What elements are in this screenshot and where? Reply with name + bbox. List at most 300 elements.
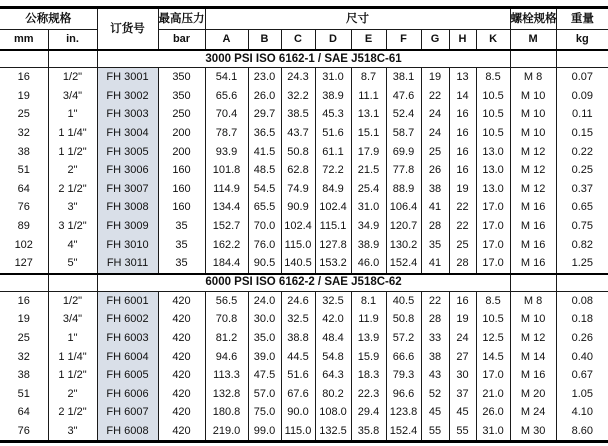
cell-kg: 0.82 — [556, 235, 608, 254]
cell-mm: 38 — [0, 366, 48, 385]
table-row — [0, 198, 608, 217]
cell-order: FH 6008 — [97, 422, 158, 442]
table-row — [0, 105, 608, 124]
cell-mm: 64 — [0, 403, 48, 422]
cell-D: 108.0 — [315, 403, 351, 422]
cell-in: 3/4" — [48, 310, 97, 329]
section-empty-in — [48, 274, 97, 292]
cell-K: 14.5 — [476, 347, 510, 366]
cell-order: FH 6004 — [97, 347, 158, 366]
cell-mm: 76 — [0, 198, 48, 217]
cell-C: 32.5 — [281, 310, 315, 329]
cell-bar: 160 — [158, 198, 205, 217]
cell-mm: 76 — [0, 422, 48, 442]
cell-M: M 12 — [510, 329, 556, 348]
cell-order: FH 3008 — [97, 198, 158, 217]
cell-H: 24 — [449, 329, 476, 348]
cell-M: M 8 — [510, 291, 556, 310]
cell-in: 1 1/2" — [48, 142, 97, 161]
cell-order: FH 3004 — [97, 124, 158, 143]
cell-kg: 0.40 — [556, 347, 608, 366]
cell-A: 78.7 — [205, 124, 248, 143]
cell-G: 45 — [421, 403, 449, 422]
table-header — [0, 8, 608, 51]
cell-H: 16 — [449, 161, 476, 180]
section-title-row — [0, 274, 608, 292]
cell-F: 130.2 — [386, 235, 421, 254]
cell-D: 132.5 — [315, 422, 351, 442]
cell-B: 70.0 — [248, 217, 281, 236]
cell-H: 25 — [449, 235, 476, 254]
cell-H: 19 — [449, 180, 476, 199]
cell-in: 2 1/2" — [48, 403, 97, 422]
cell-F: 50.8 — [386, 310, 421, 329]
header-weight-unit: kg — [556, 30, 608, 51]
cell-E: 15.9 — [351, 347, 386, 366]
cell-M: M 14 — [510, 347, 556, 366]
header-row-units — [0, 30, 608, 51]
cell-E: 34.9 — [351, 217, 386, 236]
cell-bar: 35 — [158, 217, 205, 236]
header-in: in. — [48, 30, 97, 51]
cell-H: 16 — [449, 105, 476, 124]
cell-B: 26.0 — [248, 87, 281, 106]
cell-K: 17.0 — [476, 198, 510, 217]
cell-bar: 200 — [158, 124, 205, 143]
header-dim-c: C — [281, 30, 315, 51]
cell-B: 30.0 — [248, 310, 281, 329]
section-empty-in — [48, 50, 97, 68]
cell-A: 65.6 — [205, 87, 248, 106]
cell-C: 24.3 — [281, 68, 315, 87]
cell-in: 3/4" — [48, 87, 97, 106]
cell-M: M 16 — [510, 217, 556, 236]
cell-H: 55 — [449, 422, 476, 442]
cell-B: 48.5 — [248, 161, 281, 180]
cell-K: 13.0 — [476, 142, 510, 161]
cell-bar: 420 — [158, 291, 205, 310]
cell-D: 45.3 — [315, 105, 351, 124]
cell-order: FH 6005 — [97, 366, 158, 385]
cell-in: 3 1/2" — [48, 217, 97, 236]
cell-kg: 0.18 — [556, 310, 608, 329]
section-empty-mm — [0, 274, 48, 292]
cell-F: 47.6 — [386, 87, 421, 106]
cell-in: 1/2" — [48, 68, 97, 87]
table-row — [0, 422, 608, 442]
cell-D: 48.4 — [315, 329, 351, 348]
cell-bar: 350 — [158, 87, 205, 106]
cell-kg: 1.05 — [556, 385, 608, 404]
section-empty-m — [510, 274, 556, 292]
cell-C: 90.9 — [281, 198, 315, 217]
cell-kg: 0.22 — [556, 142, 608, 161]
cell-F: 66.6 — [386, 347, 421, 366]
cell-D: 51.6 — [315, 124, 351, 143]
cell-F: 123.8 — [386, 403, 421, 422]
cell-in: 1" — [48, 105, 97, 124]
header-dim-h: H — [449, 30, 476, 51]
cell-bar: 35 — [158, 235, 205, 254]
table-row — [0, 347, 608, 366]
cell-E: 29.4 — [351, 403, 386, 422]
table-row — [0, 87, 608, 106]
cell-kg: 0.75 — [556, 217, 608, 236]
cell-H: 27 — [449, 347, 476, 366]
table-row — [0, 217, 608, 236]
cell-G: 52 — [421, 385, 449, 404]
cell-order: FH 3005 — [97, 142, 158, 161]
cell-A: 93.9 — [205, 142, 248, 161]
cell-mm: 32 — [0, 347, 48, 366]
cell-A: 134.4 — [205, 198, 248, 217]
cell-bar: 420 — [158, 422, 205, 442]
cell-E: 46.0 — [351, 254, 386, 274]
cell-B: 75.0 — [248, 403, 281, 422]
cell-F: 77.8 — [386, 161, 421, 180]
cell-mm: 51 — [0, 385, 48, 404]
cell-order: FH 3001 — [97, 68, 158, 87]
cell-B: 57.0 — [248, 385, 281, 404]
cell-F: 88.9 — [386, 180, 421, 199]
cell-kg: 0.11 — [556, 105, 608, 124]
cell-E: 35.8 — [351, 422, 386, 442]
cell-H: 37 — [449, 385, 476, 404]
cell-mm: 19 — [0, 310, 48, 329]
cell-C: 115.0 — [281, 235, 315, 254]
cell-E: 17.9 — [351, 142, 386, 161]
section-empty-kg — [556, 274, 608, 292]
header-bar: bar — [158, 30, 205, 51]
table-row — [0, 68, 608, 87]
cell-A: 180.8 — [205, 403, 248, 422]
cell-D: 31.0 — [315, 68, 351, 87]
cell-H: 16 — [449, 291, 476, 310]
cell-K: 12.5 — [476, 329, 510, 348]
cell-mm: 127 — [0, 254, 48, 274]
cell-K: 10.5 — [476, 310, 510, 329]
cell-G: 28 — [421, 310, 449, 329]
cell-F: 69.9 — [386, 142, 421, 161]
cell-kg: 0.26 — [556, 329, 608, 348]
header-bolt-spec: 螺栓规格 — [510, 8, 556, 30]
cell-in: 5" — [48, 254, 97, 274]
cell-A: 162.2 — [205, 235, 248, 254]
table-row — [0, 142, 608, 161]
cell-F: 40.5 — [386, 291, 421, 310]
cell-H: 22 — [449, 198, 476, 217]
cell-mm: 19 — [0, 87, 48, 106]
cell-F: 79.3 — [386, 366, 421, 385]
cell-C: 24.6 — [281, 291, 315, 310]
table-row — [0, 385, 608, 404]
cell-A: 81.2 — [205, 329, 248, 348]
cell-G: 19 — [421, 68, 449, 87]
cell-K: 17.0 — [476, 254, 510, 274]
cell-K: 8.5 — [476, 68, 510, 87]
cell-in: 1 1/2" — [48, 366, 97, 385]
cell-A: 219.0 — [205, 422, 248, 442]
cell-K: 17.0 — [476, 217, 510, 236]
cell-M: M 10 — [510, 124, 556, 143]
cell-B: 54.5 — [248, 180, 281, 199]
cell-E: 13.9 — [351, 329, 386, 348]
cell-in: 4" — [48, 235, 97, 254]
cell-A: 132.8 — [205, 385, 248, 404]
cell-M: M 16 — [510, 254, 556, 274]
cell-A: 101.8 — [205, 161, 248, 180]
cell-K: 21.0 — [476, 385, 510, 404]
cell-E: 18.3 — [351, 366, 386, 385]
header-dim-e: E — [351, 30, 386, 51]
cell-C: 32.2 — [281, 87, 315, 106]
cell-H: 13 — [449, 68, 476, 87]
header-dim-b: B — [248, 30, 281, 51]
cell-mm: 51 — [0, 161, 48, 180]
cell-F: 57.2 — [386, 329, 421, 348]
header-bolt-unit: M — [510, 30, 556, 51]
cell-E: 22.3 — [351, 385, 386, 404]
cell-mm: 25 — [0, 105, 48, 124]
cell-order: FH 6002 — [97, 310, 158, 329]
cell-K: 13.0 — [476, 161, 510, 180]
cell-in: 1 1/4" — [48, 347, 97, 366]
cell-order: FH 6003 — [97, 329, 158, 348]
header-dim-k: K — [476, 30, 510, 51]
cell-order: FH 3007 — [97, 180, 158, 199]
header-order-no: 订货号 — [97, 8, 158, 51]
cell-M: M 30 — [510, 422, 556, 442]
section-title: 3000 PSI ISO 6162-1 / SAE J518C-61 — [97, 50, 510, 68]
cell-C: 51.6 — [281, 366, 315, 385]
table-row — [0, 235, 608, 254]
cell-M: M 16 — [510, 366, 556, 385]
cell-H: 19 — [449, 310, 476, 329]
cell-E: 15.1 — [351, 124, 386, 143]
cell-kg: 0.08 — [556, 291, 608, 310]
cell-A: 114.9 — [205, 180, 248, 199]
cell-M: M 16 — [510, 235, 556, 254]
section-title: 6000 PSI ISO 6162-2 / SAE J518C-62 — [97, 274, 510, 292]
cell-C: 74.9 — [281, 180, 315, 199]
cell-bar: 200 — [158, 142, 205, 161]
header-nominal-size: 公称规格 — [0, 8, 97, 30]
cell-K: 8.5 — [476, 291, 510, 310]
cell-kg: 1.25 — [556, 254, 608, 274]
section-empty-mm — [0, 50, 48, 68]
cell-H: 16 — [449, 142, 476, 161]
cell-E: 38.9 — [351, 235, 386, 254]
cell-A: 56.5 — [205, 291, 248, 310]
cell-M: M 8 — [510, 68, 556, 87]
cell-K: 31.0 — [476, 422, 510, 442]
cell-B: 36.5 — [248, 124, 281, 143]
cell-order: FH 6001 — [97, 291, 158, 310]
cell-K: 10.5 — [476, 105, 510, 124]
cell-M: M 12 — [510, 142, 556, 161]
cell-D: 64.3 — [315, 366, 351, 385]
cell-G: 22 — [421, 87, 449, 106]
cell-mm: 16 — [0, 291, 48, 310]
cell-kg: 0.65 — [556, 198, 608, 217]
cell-order: FH 3011 — [97, 254, 158, 274]
cell-E: 13.1 — [351, 105, 386, 124]
section-title-row — [0, 50, 608, 68]
cell-in: 3" — [48, 198, 97, 217]
cell-H: 45 — [449, 403, 476, 422]
cell-M: M 20 — [510, 385, 556, 404]
cell-F: 106.4 — [386, 198, 421, 217]
cell-H: 28 — [449, 254, 476, 274]
cell-D: 54.8 — [315, 347, 351, 366]
table-row — [0, 254, 608, 274]
cell-G: 41 — [421, 254, 449, 274]
cell-B: 47.5 — [248, 366, 281, 385]
table-row — [0, 180, 608, 199]
cell-K: 10.5 — [476, 87, 510, 106]
cell-D: 72.2 — [315, 161, 351, 180]
header-mm: mm — [0, 30, 48, 51]
cell-A: 70.4 — [205, 105, 248, 124]
cell-K: 13.0 — [476, 180, 510, 199]
cell-B: 65.5 — [248, 198, 281, 217]
cell-K: 10.5 — [476, 124, 510, 143]
cell-B: 39.0 — [248, 347, 281, 366]
cell-A: 94.6 — [205, 347, 248, 366]
cell-D: 84.9 — [315, 180, 351, 199]
cell-mm: 64 — [0, 180, 48, 199]
cell-H: 22 — [449, 217, 476, 236]
header-dim-d: D — [315, 30, 351, 51]
cell-kg: 0.37 — [556, 180, 608, 199]
cell-K: 17.0 — [476, 235, 510, 254]
header-max-pressure: 最高压力 — [158, 8, 205, 30]
cell-order: FH 3002 — [97, 87, 158, 106]
cell-M: M 10 — [510, 87, 556, 106]
cell-M: M 10 — [510, 310, 556, 329]
cell-in: 1/2" — [48, 291, 97, 310]
cell-C: 50.8 — [281, 142, 315, 161]
cell-C: 38.5 — [281, 105, 315, 124]
cell-A: 113.3 — [205, 366, 248, 385]
cell-D: 127.8 — [315, 235, 351, 254]
cell-C: 44.5 — [281, 347, 315, 366]
cell-D: 80.2 — [315, 385, 351, 404]
cell-bar: 420 — [158, 310, 205, 329]
cell-B: 24.0 — [248, 291, 281, 310]
cell-in: 1 1/4" — [48, 124, 97, 143]
table-row — [0, 366, 608, 385]
cell-B: 99.0 — [248, 422, 281, 442]
cell-bar: 420 — [158, 329, 205, 348]
cell-D: 38.9 — [315, 87, 351, 106]
cell-kg: 0.25 — [556, 161, 608, 180]
cell-mm: 102 — [0, 235, 48, 254]
cell-G: 24 — [421, 124, 449, 143]
cell-C: 90.0 — [281, 403, 315, 422]
cell-C: 115.0 — [281, 422, 315, 442]
cell-H: 14 — [449, 87, 476, 106]
cell-C: 62.8 — [281, 161, 315, 180]
table-row — [0, 403, 608, 422]
cell-G: 38 — [421, 180, 449, 199]
cell-D: 61.1 — [315, 142, 351, 161]
cell-G: 41 — [421, 198, 449, 217]
cell-G: 24 — [421, 105, 449, 124]
flange-spec-table — [0, 6, 608, 443]
cell-F: 120.7 — [386, 217, 421, 236]
cell-G: 43 — [421, 366, 449, 385]
header-dim-a: A — [205, 30, 248, 51]
cell-kg: 4.10 — [556, 403, 608, 422]
header-row-groups — [0, 8, 608, 30]
cell-in: 2" — [48, 161, 97, 180]
cell-F: 152.4 — [386, 422, 421, 442]
cell-A: 54.1 — [205, 68, 248, 87]
cell-C: 140.5 — [281, 254, 315, 274]
cell-in: 1" — [48, 329, 97, 348]
cell-G: 35 — [421, 235, 449, 254]
cell-D: 32.5 — [315, 291, 351, 310]
cell-in: 3" — [48, 422, 97, 442]
cell-G: 25 — [421, 142, 449, 161]
cell-F: 58.7 — [386, 124, 421, 143]
header-dim-f: F — [386, 30, 421, 51]
cell-G: 28 — [421, 217, 449, 236]
cell-M: M 12 — [510, 180, 556, 199]
cell-in: 2" — [48, 385, 97, 404]
cell-D: 153.2 — [315, 254, 351, 274]
cell-C: 43.7 — [281, 124, 315, 143]
table-row — [0, 291, 608, 310]
cell-H: 16 — [449, 124, 476, 143]
cell-B: 23.0 — [248, 68, 281, 87]
cell-mm: 32 — [0, 124, 48, 143]
cell-F: 38.1 — [386, 68, 421, 87]
cell-G: 26 — [421, 161, 449, 180]
section-empty-m — [510, 50, 556, 68]
table-body — [0, 50, 608, 442]
cell-kg: 0.07 — [556, 68, 608, 87]
cell-F: 96.6 — [386, 385, 421, 404]
cell-bar: 350 — [158, 68, 205, 87]
cell-E: 11.1 — [351, 87, 386, 106]
cell-B: 35.0 — [248, 329, 281, 348]
cell-D: 115.1 — [315, 217, 351, 236]
cell-E: 8.7 — [351, 68, 386, 87]
cell-C: 102.4 — [281, 217, 315, 236]
cell-G: 55 — [421, 422, 449, 442]
cell-E: 8.1 — [351, 291, 386, 310]
header-weight: 重量 — [556, 8, 608, 30]
cell-K: 26.0 — [476, 403, 510, 422]
header-dimensions: 尺寸 — [205, 8, 510, 30]
cell-E: 25.4 — [351, 180, 386, 199]
cell-B: 29.7 — [248, 105, 281, 124]
table-row — [0, 124, 608, 143]
cell-bar: 420 — [158, 385, 205, 404]
cell-bar: 160 — [158, 180, 205, 199]
cell-M: M 24 — [510, 403, 556, 422]
cell-E: 21.5 — [351, 161, 386, 180]
cell-M: M 12 — [510, 161, 556, 180]
cell-F: 52.4 — [386, 105, 421, 124]
cell-bar: 35 — [158, 254, 205, 274]
cell-order: FH 3003 — [97, 105, 158, 124]
cell-order: FH 6007 — [97, 403, 158, 422]
cell-order: FH 6006 — [97, 385, 158, 404]
section-empty-kg — [556, 50, 608, 68]
